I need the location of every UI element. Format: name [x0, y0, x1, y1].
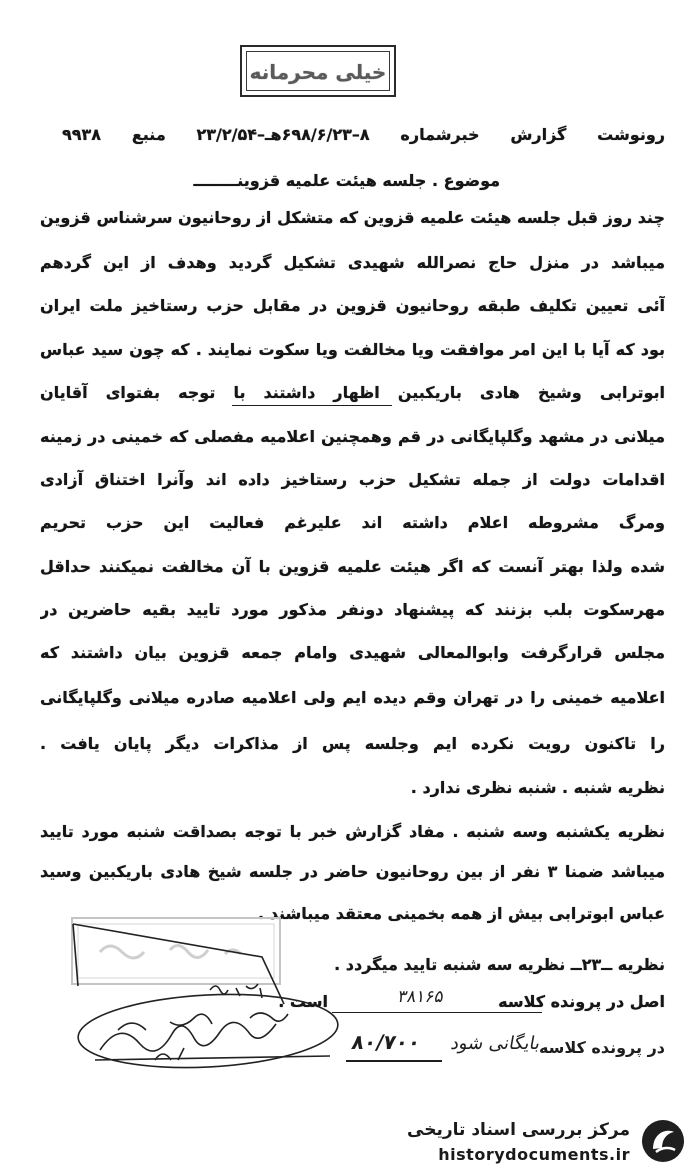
watermark-title: مرکز بررسی اسناد تاریخی [407, 1120, 630, 1140]
watermark-url: historydocuments.ir [438, 1145, 630, 1164]
body-line: میلانی در مشهد وگلپایگانی در قم وهمچنین اعلامیه مفصلی که خمینی در زمینه [40, 427, 665, 446]
body-line: بود که آیا با این امر موافقت ویا مخالفت ویا سکوت نمایند . که چون سید عباس [40, 340, 665, 359]
archive-label: در پرونده کلاسه [538, 1038, 665, 1057]
body-line: ابوترابی وشیخ هادی باریکبین اظهار داشتند با توجه بفتوای آقایان [40, 383, 665, 402]
body-line: آئی تعیین تکلیف طبقه روحانیون قزوین در مقابل حزب رستاخیز ملت ایران [40, 296, 665, 315]
history-documents-logo-icon [638, 1116, 688, 1166]
signature-area [60, 910, 360, 1078]
body-line: مهرسکوت بلب بزنند که پیشنهاد دونفر مذکور مورد تایید بقیه حاضرین در [40, 600, 665, 619]
body-line: شده ولذا بهتر آنست که اگر هیئت علمیه قزوین با آن مخالفت نمیکنند حداقل [40, 557, 665, 576]
body-line: ومرگ مشروطه اعلام داشته اند علیرغم فعالیت این حزب تحریم [40, 513, 665, 532]
body-line: را تاکنون رویت نکرده ایم وجلسه پس از مذاکرات دیگر پایان یافت . [40, 734, 665, 753]
subject-line: موضوع . جلسه هیئت علمیه قزوینــــــــ [193, 171, 500, 190]
handwritten-underline [232, 405, 392, 406]
opinion-23: نظریه ــ۲۳ــ نظریه سه شنبه تایید میگردد . [334, 955, 665, 974]
signature-oval [76, 988, 339, 1074]
body-line: اقدامات دولت از جمله تشکیل حزب رستاخیز داده اند وآنرا اختناق آزادی [40, 470, 665, 489]
archive-number-underline [346, 1060, 442, 1062]
opinion-sunday-tuesday-line: عباس ابوترابی بیش از همه بخمینی معتقد میباشند . [258, 904, 665, 923]
original-file-suffix: است . [278, 992, 328, 1011]
confidential-stamp-text: خیلی محرمانه [246, 51, 390, 91]
pen-strokes [73, 924, 284, 1004]
opinion-sunday-tuesday-line: میباشد ضمنا ۳ نفر از بین روحانیون حاضر در جلسه شیخ هادی باریکبین وسید [40, 862, 665, 881]
body-line: میباشد در منزل حاج نصرالله شهیدی تشکیل گردید وهدف از این گردهم [40, 253, 665, 272]
body-line: چند روز قبل جلسه هیئت علمیه قزوین که متشکل از روحانیون سرشناس قزوین [40, 208, 665, 227]
archive-number: ۸۰/۷۰۰ [349, 1030, 423, 1054]
confidential-stamp [240, 45, 396, 97]
file-number-underline [332, 1012, 542, 1013]
report-header-line: رونوشت گزارش خبرشماره ۸–۶۹۸/۶/۲۳هـ–۲۳/۲/۵۴ منبع ۹۹۳۸ [62, 125, 665, 144]
archive-note: بایگانی شود [449, 1033, 542, 1054]
faded-stamp [72, 918, 280, 984]
original-file-label: اصل در پرونده کلاسه [498, 992, 665, 1011]
body-line: مجلس قرارگرفت وابوالمعالی شهیدی وامام جمعه قزوین بیان داشتند که [40, 643, 665, 662]
opinion-saturday: نظریه شنبه . شنبه نظری ندارد . [410, 778, 665, 797]
original-file-number: ۳۸۱۶۵ [396, 987, 446, 1007]
opinion-sunday-tuesday-line: نظریه یکشنبه وسه شنبه . مفاد گزارش خبر با توجه بصداقت شنبه مورد تایید [40, 822, 665, 841]
body-line: اعلامیه خمینی را در تهران وقم دیده ایم ولی اعلامیه صادره میلانی وگلپایگانی [40, 688, 665, 707]
